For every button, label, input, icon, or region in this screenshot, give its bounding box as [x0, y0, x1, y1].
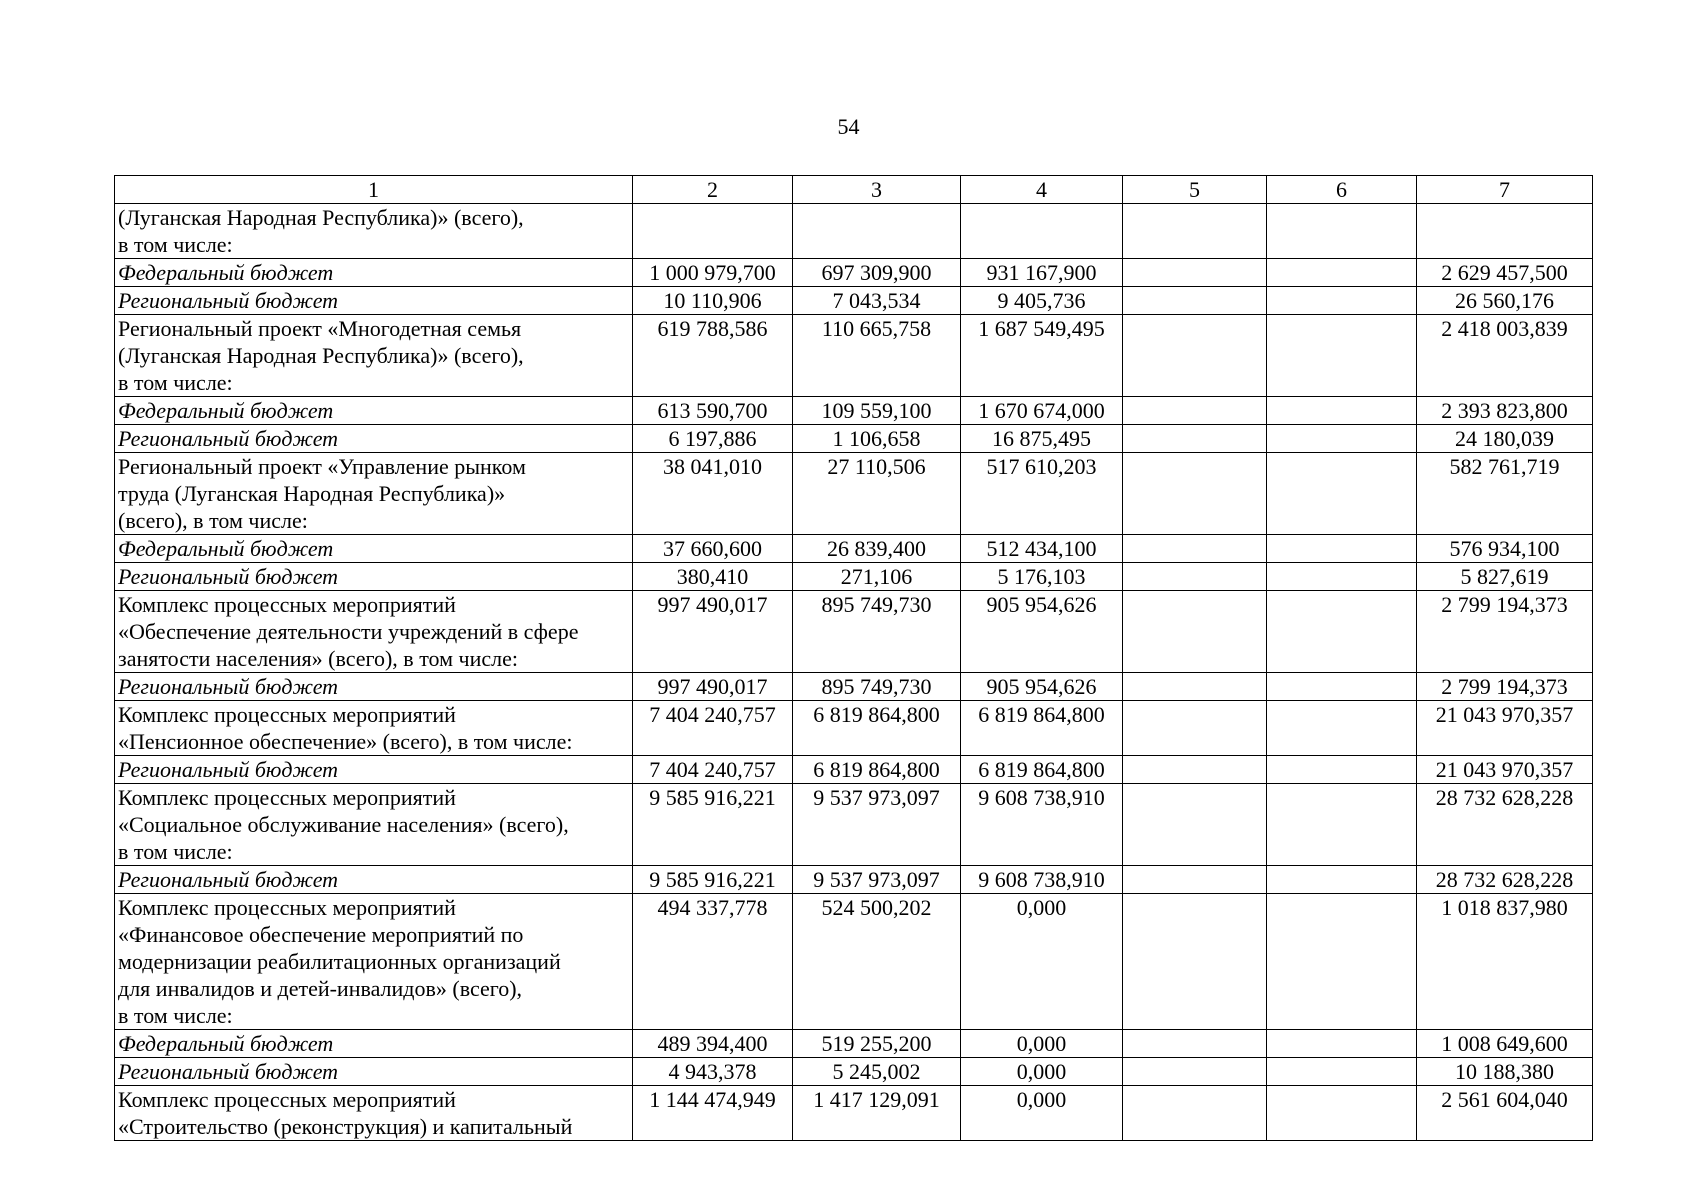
budget-table	[114, 175, 1593, 1141]
value-cell-col-5	[1123, 453, 1267, 535]
value-cell-col-3: 895 749,730	[793, 591, 961, 673]
value-cell-col-2: 494 337,778	[633, 894, 793, 1030]
program-row	[115, 894, 1593, 1030]
budget-source-row	[115, 287, 1593, 315]
row-name-cell	[115, 535, 633, 563]
value-cell-col-2: 9 585 916,221	[633, 866, 793, 894]
row-name-line: в том числе:	[118, 1003, 233, 1028]
value-cell-col-3: 1 106,658	[793, 425, 961, 453]
value-cell-col-6	[1267, 453, 1417, 535]
program-row	[115, 1086, 1593, 1141]
column-header-6: 6	[1267, 176, 1417, 204]
value-cell-col-5	[1123, 425, 1267, 453]
value-cell-col-7: 24 180,039	[1417, 425, 1593, 453]
budget-source-row	[115, 1058, 1593, 1086]
row-name-line: в том числе:	[118, 839, 233, 864]
row-name-line: «Строительство (реконструкция) и капитальный	[118, 1114, 573, 1139]
row-name-line: Региональный бюджет	[118, 867, 339, 892]
value-cell-col-5	[1123, 204, 1267, 259]
header-row	[115, 176, 1593, 204]
value-cell-col-5	[1123, 894, 1267, 1030]
row-name-cell	[115, 287, 633, 315]
value-cell-col-3: 524 500,202	[793, 894, 961, 1030]
value-cell-col-5	[1123, 1030, 1267, 1058]
program-row	[115, 204, 1593, 259]
value-cell-col-2: 10 110,906	[633, 287, 793, 315]
value-cell-col-5	[1123, 563, 1267, 591]
row-name-line: Комплекс процессных мероприятий	[118, 702, 456, 727]
row-name-line: (Луганская Народная Республика)» (всего),	[118, 343, 524, 368]
budget-source-row	[115, 563, 1593, 591]
row-name-cell	[115, 259, 633, 287]
value-cell-col-6	[1267, 1086, 1417, 1141]
value-cell-col-2: 9 585 916,221	[633, 784, 793, 866]
value-cell-col-5	[1123, 259, 1267, 287]
column-header-7: 7	[1417, 176, 1593, 204]
row-name-line: труда (Луганская Народная Республика)»	[118, 481, 506, 506]
value-cell-col-5	[1123, 701, 1267, 756]
value-cell-col-7: 5 827,619	[1417, 563, 1593, 591]
value-cell-col-5	[1123, 397, 1267, 425]
value-cell-col-6	[1267, 535, 1417, 563]
value-cell-col-7: 2 629 457,500	[1417, 259, 1593, 287]
row-name-line: в том числе:	[118, 370, 233, 395]
program-row	[115, 591, 1593, 673]
row-name-line: «Социальное обслуживание населения» (всего),	[118, 812, 569, 837]
row-name-line: Комплекс процессных мероприятий	[118, 895, 456, 920]
value-cell-col-4: 9 608 738,910	[961, 784, 1123, 866]
value-cell-col-6	[1267, 784, 1417, 866]
value-cell-col-2: 997 490,017	[633, 591, 793, 673]
value-cell-col-5	[1123, 315, 1267, 397]
value-cell-col-5	[1123, 756, 1267, 784]
value-cell-col-4: 6 819 864,800	[961, 756, 1123, 784]
value-cell-col-6	[1267, 563, 1417, 591]
column-header-3: 3	[793, 176, 961, 204]
table-body	[115, 204, 1593, 1141]
value-cell-col-2: 38 041,010	[633, 453, 793, 535]
program-row	[115, 453, 1593, 535]
value-cell-col-4: 1 687 549,495	[961, 315, 1123, 397]
row-name-line: Региональный бюджет	[118, 288, 339, 313]
row-name-cell	[115, 425, 633, 453]
value-cell-col-4: 905 954,626	[961, 591, 1123, 673]
value-cell-col-7: 28 732 628,228	[1417, 866, 1593, 894]
row-name-line: (всего), в том числе:	[118, 508, 308, 533]
value-cell-col-6	[1267, 756, 1417, 784]
value-cell-col-7	[1417, 204, 1593, 259]
column-header-5: 5	[1123, 176, 1267, 204]
budget-source-row	[115, 259, 1593, 287]
value-cell-col-5	[1123, 673, 1267, 701]
value-cell-col-6	[1267, 701, 1417, 756]
value-cell-col-5	[1123, 866, 1267, 894]
value-cell-col-2: 613 590,700	[633, 397, 793, 425]
value-cell-col-7: 28 732 628,228	[1417, 784, 1593, 866]
row-name-line: для инвалидов и детей-инвалидов» (всего),	[118, 976, 523, 1001]
row-name-line: «Финансовое обеспечение мероприятий по	[118, 922, 524, 947]
row-name-line: (Луганская Народная Республика)» (всего),	[118, 205, 524, 230]
value-cell-col-3: 26 839,400	[793, 535, 961, 563]
value-cell-col-5	[1123, 1086, 1267, 1141]
value-cell-col-6	[1267, 425, 1417, 453]
value-cell-col-7: 10 188,380	[1417, 1058, 1593, 1086]
row-name-cell	[115, 563, 633, 591]
column-header-4: 4	[961, 176, 1123, 204]
value-cell-col-6	[1267, 397, 1417, 425]
value-cell-col-6	[1267, 866, 1417, 894]
value-cell-col-6	[1267, 591, 1417, 673]
value-cell-col-2: 1 000 979,700	[633, 259, 793, 287]
row-name-cell	[115, 397, 633, 425]
value-cell-col-3: 1 417 129,091	[793, 1086, 961, 1141]
value-cell-col-6	[1267, 204, 1417, 259]
value-cell-col-4: 0,000	[961, 1030, 1123, 1058]
value-cell-col-3: 27 110,506	[793, 453, 961, 535]
value-cell-col-4: 6 819 864,800	[961, 701, 1123, 756]
value-cell-col-4: 9 405,736	[961, 287, 1123, 315]
value-cell-col-3: 895 749,730	[793, 673, 961, 701]
row-name-cell	[115, 894, 633, 1030]
row-name-cell	[115, 1030, 633, 1058]
value-cell-col-4: 517 610,203	[961, 453, 1123, 535]
value-cell-col-3: 697 309,900	[793, 259, 961, 287]
value-cell-col-4: 16 875,495	[961, 425, 1123, 453]
value-cell-col-7: 582 761,719	[1417, 453, 1593, 535]
value-cell-col-6	[1267, 1030, 1417, 1058]
value-cell-col-4: 0,000	[961, 894, 1123, 1030]
value-cell-col-7: 576 934,100	[1417, 535, 1593, 563]
value-cell-col-3	[793, 204, 961, 259]
row-name-line: Региональный бюджет	[118, 564, 339, 589]
value-cell-col-2: 4 943,378	[633, 1058, 793, 1086]
row-name-line: Региональный проект «Многодетная семья	[118, 316, 522, 341]
value-cell-col-2: 7 404 240,757	[633, 756, 793, 784]
budget-source-row	[115, 673, 1593, 701]
value-cell-col-3: 110 665,758	[793, 315, 961, 397]
value-cell-col-6	[1267, 673, 1417, 701]
value-cell-col-3: 519 255,200	[793, 1030, 961, 1058]
budget-source-row	[115, 1030, 1593, 1058]
value-cell-col-6	[1267, 287, 1417, 315]
value-cell-col-5	[1123, 784, 1267, 866]
column-header-1: 1	[115, 176, 633, 204]
value-cell-col-7: 26 560,176	[1417, 287, 1593, 315]
row-name-line: Региональный бюджет	[118, 1059, 339, 1084]
row-name-cell	[115, 591, 633, 673]
row-name-cell	[115, 784, 633, 866]
value-cell-col-3: 109 559,100	[793, 397, 961, 425]
value-cell-col-7: 21 043 970,357	[1417, 701, 1593, 756]
value-cell-col-4: 512 434,100	[961, 535, 1123, 563]
value-cell-col-7: 2 393 823,800	[1417, 397, 1593, 425]
row-name-cell	[115, 673, 633, 701]
program-row	[115, 701, 1593, 756]
row-name-cell	[115, 756, 633, 784]
value-cell-col-2: 1 144 474,949	[633, 1086, 793, 1141]
value-cell-col-3: 9 537 973,097	[793, 784, 961, 866]
budget-source-row	[115, 425, 1593, 453]
row-name-line: Комплекс процессных мероприятий	[118, 592, 456, 617]
value-cell-col-4: 9 608 738,910	[961, 866, 1123, 894]
value-cell-col-2: 7 404 240,757	[633, 701, 793, 756]
row-name-cell	[115, 204, 633, 259]
value-cell-col-7: 1 008 649,600	[1417, 1030, 1593, 1058]
value-cell-col-7: 2 561 604,040	[1417, 1086, 1593, 1141]
row-name-line: Федеральный бюджет	[118, 1031, 334, 1056]
value-cell-col-7: 2 418 003,839	[1417, 315, 1593, 397]
row-name-cell	[115, 1086, 633, 1141]
value-cell-col-6	[1267, 894, 1417, 1030]
value-cell-col-5	[1123, 1058, 1267, 1086]
row-name-line: Региональный бюджет	[118, 674, 339, 699]
value-cell-col-3: 271,106	[793, 563, 961, 591]
row-name-line: модернизации реабилитационных организаций	[118, 949, 561, 974]
program-row	[115, 315, 1593, 397]
value-cell-col-7: 1 018 837,980	[1417, 894, 1593, 1030]
row-name-cell	[115, 866, 633, 894]
row-name-line: Комплекс процессных мероприятий	[118, 1087, 456, 1112]
value-cell-col-4: 905 954,626	[961, 673, 1123, 701]
value-cell-col-7: 2 799 194,373	[1417, 591, 1593, 673]
value-cell-col-6	[1267, 315, 1417, 397]
value-cell-col-3: 5 245,002	[793, 1058, 961, 1086]
budget-source-row	[115, 535, 1593, 563]
row-name-line: Региональный бюджет	[118, 426, 339, 451]
row-name-line: занятости населения» (всего), в том числе:	[118, 646, 518, 671]
value-cell-col-3: 6 819 864,800	[793, 756, 961, 784]
value-cell-col-3: 7 043,534	[793, 287, 961, 315]
value-cell-col-2: 6 197,886	[633, 425, 793, 453]
page-number: 54	[837, 114, 860, 139]
value-cell-col-7: 21 043 970,357	[1417, 756, 1593, 784]
row-name-line: Региональный бюджет	[118, 757, 339, 782]
row-name-line: Федеральный бюджет	[118, 260, 334, 285]
value-cell-col-4: 1 670 674,000	[961, 397, 1123, 425]
value-cell-col-4: 0,000	[961, 1058, 1123, 1086]
value-cell-col-7: 2 799 194,373	[1417, 673, 1593, 701]
budget-source-row	[115, 756, 1593, 784]
row-name-cell	[115, 1058, 633, 1086]
row-name-cell	[115, 701, 633, 756]
program-row	[115, 784, 1593, 866]
row-name-line: «Обеспечение деятельности учреждений в сфере	[118, 619, 579, 644]
value-cell-col-2: 997 490,017	[633, 673, 793, 701]
value-cell-col-5	[1123, 535, 1267, 563]
value-cell-col-6	[1267, 259, 1417, 287]
value-cell-col-6	[1267, 1058, 1417, 1086]
row-name-line: Региональный проект «Управление рынком	[118, 454, 526, 479]
row-name-cell	[115, 453, 633, 535]
row-name-line: Федеральный бюджет	[118, 536, 334, 561]
row-name-line: Федеральный бюджет	[118, 398, 334, 423]
value-cell-col-2: 489 394,400	[633, 1030, 793, 1058]
row-name-cell	[115, 315, 633, 397]
value-cell-col-2	[633, 204, 793, 259]
value-cell-col-2: 380,410	[633, 563, 793, 591]
value-cell-col-4: 5 176,103	[961, 563, 1123, 591]
value-cell-col-2: 37 660,600	[633, 535, 793, 563]
value-cell-col-4	[961, 204, 1123, 259]
budget-source-row	[115, 866, 1593, 894]
value-cell-col-5	[1123, 591, 1267, 673]
row-name-line: «Пенсионное обеспечение» (всего), в том числе:	[118, 729, 573, 754]
row-name-line: в том числе:	[118, 232, 233, 257]
row-name-line: Комплекс процессных мероприятий	[118, 785, 456, 810]
budget-source-row	[115, 397, 1593, 425]
value-cell-col-4: 931 167,900	[961, 259, 1123, 287]
value-cell-col-3: 9 537 973,097	[793, 866, 961, 894]
value-cell-col-4: 0,000	[961, 1086, 1123, 1141]
column-header-2: 2	[633, 176, 793, 204]
value-cell-col-2: 619 788,586	[633, 315, 793, 397]
value-cell-col-3: 6 819 864,800	[793, 701, 961, 756]
value-cell-col-5	[1123, 287, 1267, 315]
